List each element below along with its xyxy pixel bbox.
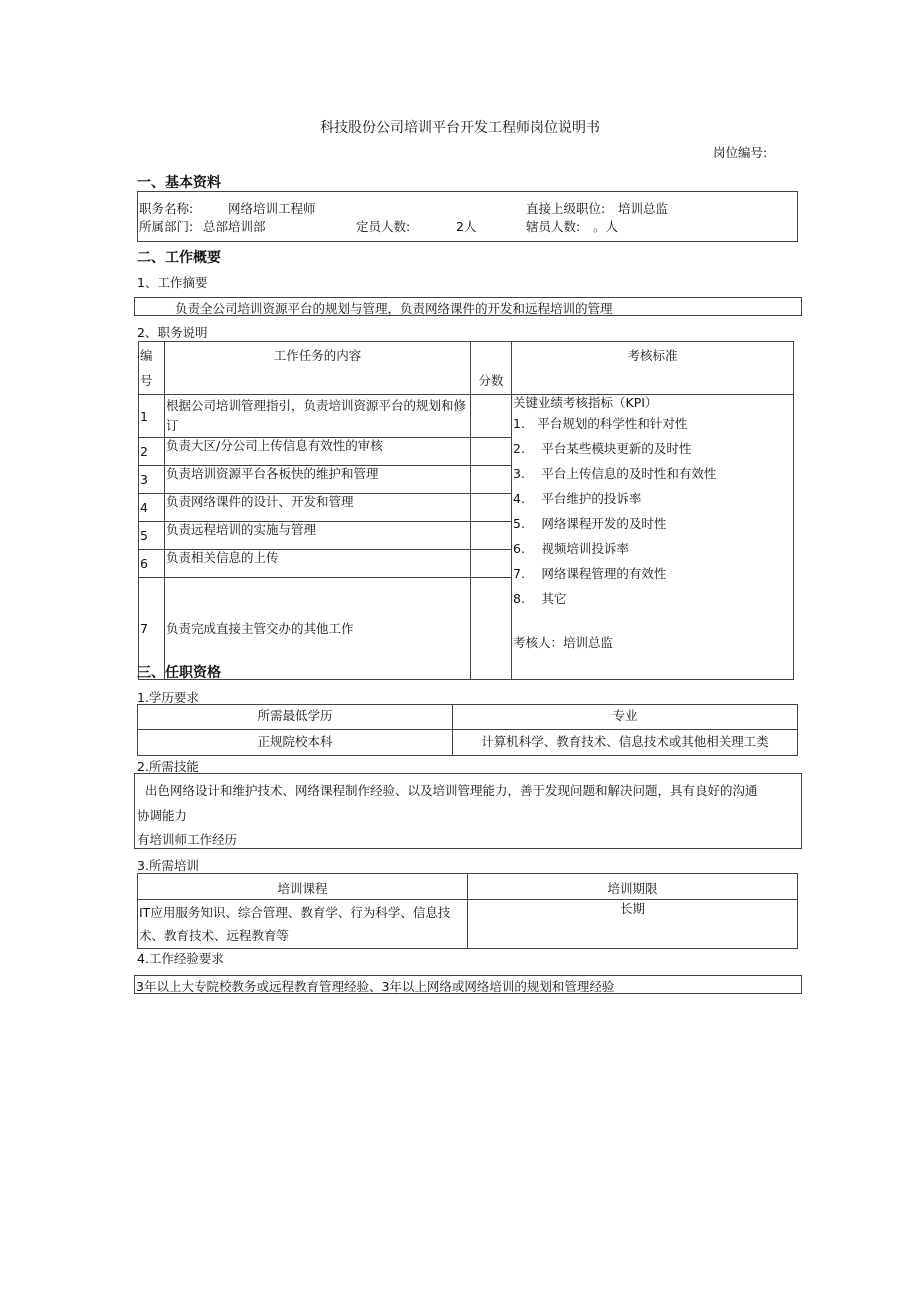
task-text: 负责网络课件的设计、开发和管理	[165, 494, 471, 522]
education-label: 1.学历要求	[137, 690, 199, 705]
basic-info-box	[137, 191, 798, 242]
subordinates-label: 辖员人数:	[526, 219, 581, 234]
task-no: 7	[139, 578, 165, 680]
superior-label: 直接上级职位:	[526, 201, 606, 216]
skills-label: 2.所需技能	[137, 759, 199, 774]
kpi-item: 5. 网络课程开发的及时性	[513, 516, 667, 531]
task-text: 负责完成直接主管交办的其他工作	[165, 578, 471, 680]
duties-table	[138, 341, 794, 680]
train-header-period: 培训期限	[468, 874, 798, 900]
task-text: 负责相关信息的上传	[165, 550, 471, 578]
task-score	[471, 522, 512, 550]
kpi-item: 4. 平台维护的投诉率	[513, 491, 642, 506]
task-score	[471, 395, 512, 438]
task-score	[471, 494, 512, 522]
task-score	[471, 438, 512, 466]
edu-header-degree: 所需最低学历	[138, 705, 453, 730]
duties-label: 2、职务说明	[137, 325, 208, 340]
kpi-title: 关键业绩考核指标（KPI）	[513, 395, 658, 410]
task-text: 根据公司培训管理指引，负责培训资源平台的规划和修订	[165, 395, 471, 438]
training-table	[137, 873, 798, 949]
kpi-item: 1. 平台规划的科学性和针对性	[513, 416, 688, 431]
section-overview: 二、工作概要	[137, 250, 221, 266]
skill-line: 出色网络设计和维护技术、网络课程制作经验、以及培训管理能力，善于发现问题和解决问题，具有良好的沟通	[145, 783, 758, 798]
task-text: 负责远程培训的实施与管理	[165, 522, 471, 550]
task-no: 5	[139, 522, 165, 550]
section-qualifications: 三、任职资格	[137, 665, 221, 681]
job-title-label: 职务名称:	[139, 201, 194, 216]
kpi-item: 3. 平台上传信息的及时性和有效性	[513, 466, 717, 481]
summary-text: 负责全公司培训资源平台的规划与管理，负责网络课件的开发和远程培训的管理	[175, 301, 613, 316]
education-table	[137, 704, 798, 756]
task-no: 3	[139, 466, 165, 494]
task-score	[471, 466, 512, 494]
summary-box	[134, 297, 802, 316]
skill-line: 有培训师工作经历	[137, 832, 238, 847]
skill-line: 协调能力	[137, 808, 188, 823]
dept-value: 总部培训部	[203, 219, 266, 234]
task-no: 2	[139, 438, 165, 466]
task-no: 6	[139, 550, 165, 578]
kpi-item: 7. 网络课程管理的有效性	[513, 566, 667, 581]
task-score	[471, 550, 512, 578]
job-title-value: 网络培训工程师	[228, 201, 316, 216]
superior-value: 培训总监	[618, 201, 669, 216]
header-no: 编号	[139, 342, 165, 395]
task-no: 1	[139, 395, 165, 438]
page-title: 科技股份公司培训平台开发工程师岗位说明书	[320, 120, 600, 136]
kpi-cell	[512, 395, 794, 680]
train-period: 长期	[468, 900, 798, 949]
header-criteria: 考核标准	[512, 342, 794, 395]
experience-text: 3年以上大专院校教务或远程教育管理经验、3年以上网络或网络培训的规划和管理经验	[136, 979, 615, 994]
header-task: 工作任务的内容	[165, 342, 471, 395]
assessor: 考核人：培训总监	[513, 635, 614, 650]
kpi-item: 6. 视频培训投诉率	[513, 541, 629, 556]
edu-degree: 正规院校本科	[138, 730, 453, 756]
kpi-item: 8. 其它	[513, 591, 567, 606]
staff-value: 2人	[456, 219, 477, 234]
task-no: 4	[139, 494, 165, 522]
task-score	[471, 578, 512, 680]
subordinates-value: 。人	[593, 219, 619, 234]
training-label: 3.所需培训	[137, 858, 199, 873]
post-number-label: 岗位编号:	[713, 145, 768, 160]
header-score: 分数	[471, 342, 512, 395]
experience-label: 4.工作经验要求	[137, 951, 224, 966]
train-course: IT应用服务知识、综合管理、教育学、行为科学、信息技术、教育技术、远程教育等	[138, 900, 468, 949]
summary-label: 1、工作摘要	[137, 275, 208, 290]
section-basic-info: 一、基本资料	[137, 175, 221, 191]
dept-label: 所属部门:	[139, 219, 194, 234]
task-text: 负责培训资源平台各板快的维护和管理	[165, 466, 471, 494]
task-text: 负责大区/分公司上传信息有效性的审核	[165, 438, 471, 466]
train-header-course: 培训课程	[138, 874, 468, 900]
experience-box	[134, 975, 802, 994]
skills-box	[134, 773, 802, 849]
edu-header-major: 专业	[453, 705, 798, 730]
staff-label: 定员人数:	[356, 219, 411, 234]
edu-major: 计算机科学、教育技术、信息技术或其他相关理工类	[453, 730, 798, 756]
kpi-item: 2. 平台某些模块更新的及时性	[513, 441, 692, 456]
